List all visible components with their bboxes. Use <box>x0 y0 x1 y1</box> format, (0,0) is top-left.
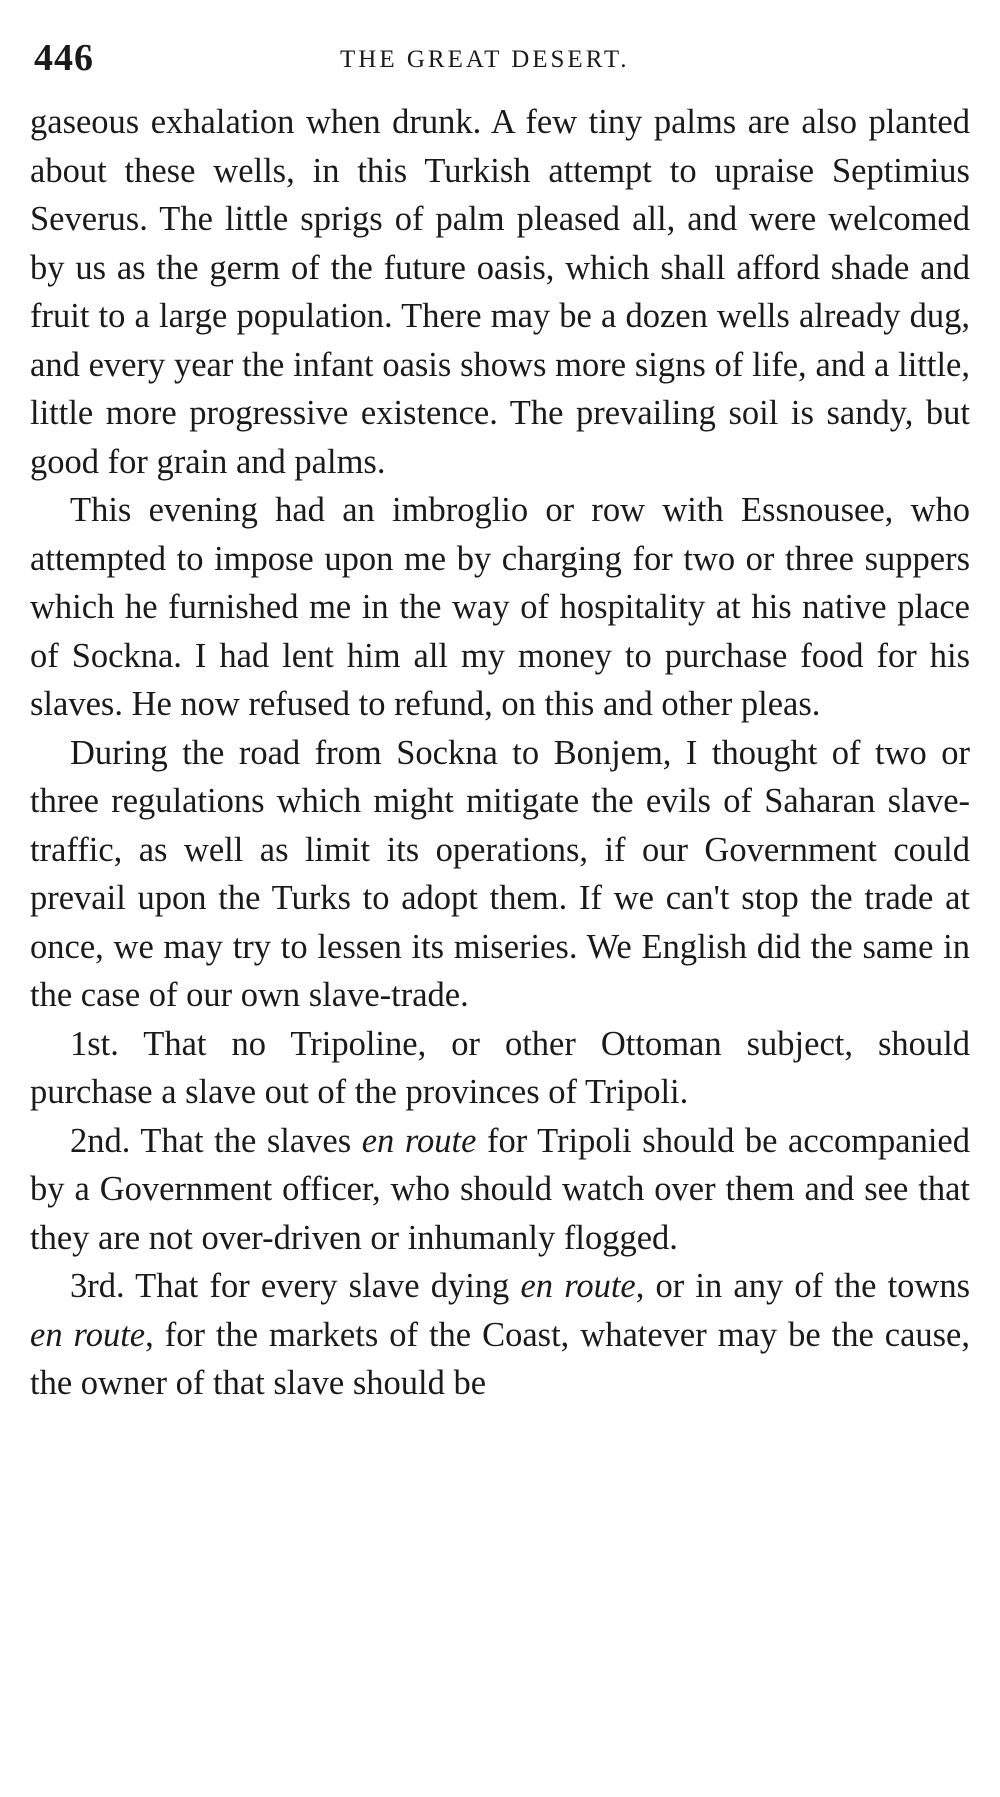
regulation-second-text-c: for Tripoli should be accompanied by a Government officer, who should watch over them and see that they are not over-driven or inhumanly flogged. <box>30 1121 970 1257</box>
regulation-first: 1st. That no Tripoline, or other Ottoman subject, should purchase a slave out of the provinces of Tripoli. <box>30 1024 970 1111</box>
regulation-third <box>30 1262 970 1408</box>
regulation-third-italic-1: en route <box>520 1267 636 1305</box>
body-text <box>30 98 970 1408</box>
page-number: 446 <box>34 37 94 79</box>
paragraph-continued: gaseous exhalation when drunk. A few tiny palms are also planted about these wells, in this Turkish attempt to upraise Septimius Severus. The little sprigs of palm pleased all, and were welcomed by us as the germ of the future oasis, which shall afford shade and fruit to a large population. There may be a dozen wells already dug, and every year the infant oasis shows more signs of life, and a little, little more progressive existence. The prevailing soil is sandy, but good for grain and palms. <box>30 103 970 481</box>
regulation-second <box>30 1117 970 1263</box>
regulation-third-text-e: , for the markets of the Coast, whatever may be the cause, the owner of that slave should be <box>30 1315 970 1402</box>
regulation-second-italic: en route <box>361 1121 477 1160</box>
regulation-second-text-a: 2nd. That the slaves <box>70 1121 362 1160</box>
regulation-third-text-c: , or in any of the towns <box>635 1267 970 1305</box>
book-page <box>30 28 970 1788</box>
running-head <box>30 28 970 88</box>
running-title: THE GREAT DESERT. <box>340 46 630 73</box>
regulation-third-text-a: 3rd. That for every slave dying <box>70 1267 521 1305</box>
paragraph-regulations: During the road from Sockna to Bonjem, I thought of two or three regulations which might mitigate the evils of Saharan slave-traffic, as well as limit its operations, if our Government could prevail upon the Turks to adopt them. If we can't stop the trade at once, we may try to lessen its miseries. We English did the same in the case of our own slave-trade. <box>30 733 970 1014</box>
paragraph-essnousee: This evening had an imbroglio or row with Essnousee, who attempted to impose upon me by charging for two or three suppers which he furnished me in the way of hospitality at his native place of Sockna. I had lent him all my money to purchase food for his slaves. He now refused to refund, on this and other pleas. <box>30 491 970 723</box>
regulation-third-italic-2: en route <box>30 1315 146 1354</box>
